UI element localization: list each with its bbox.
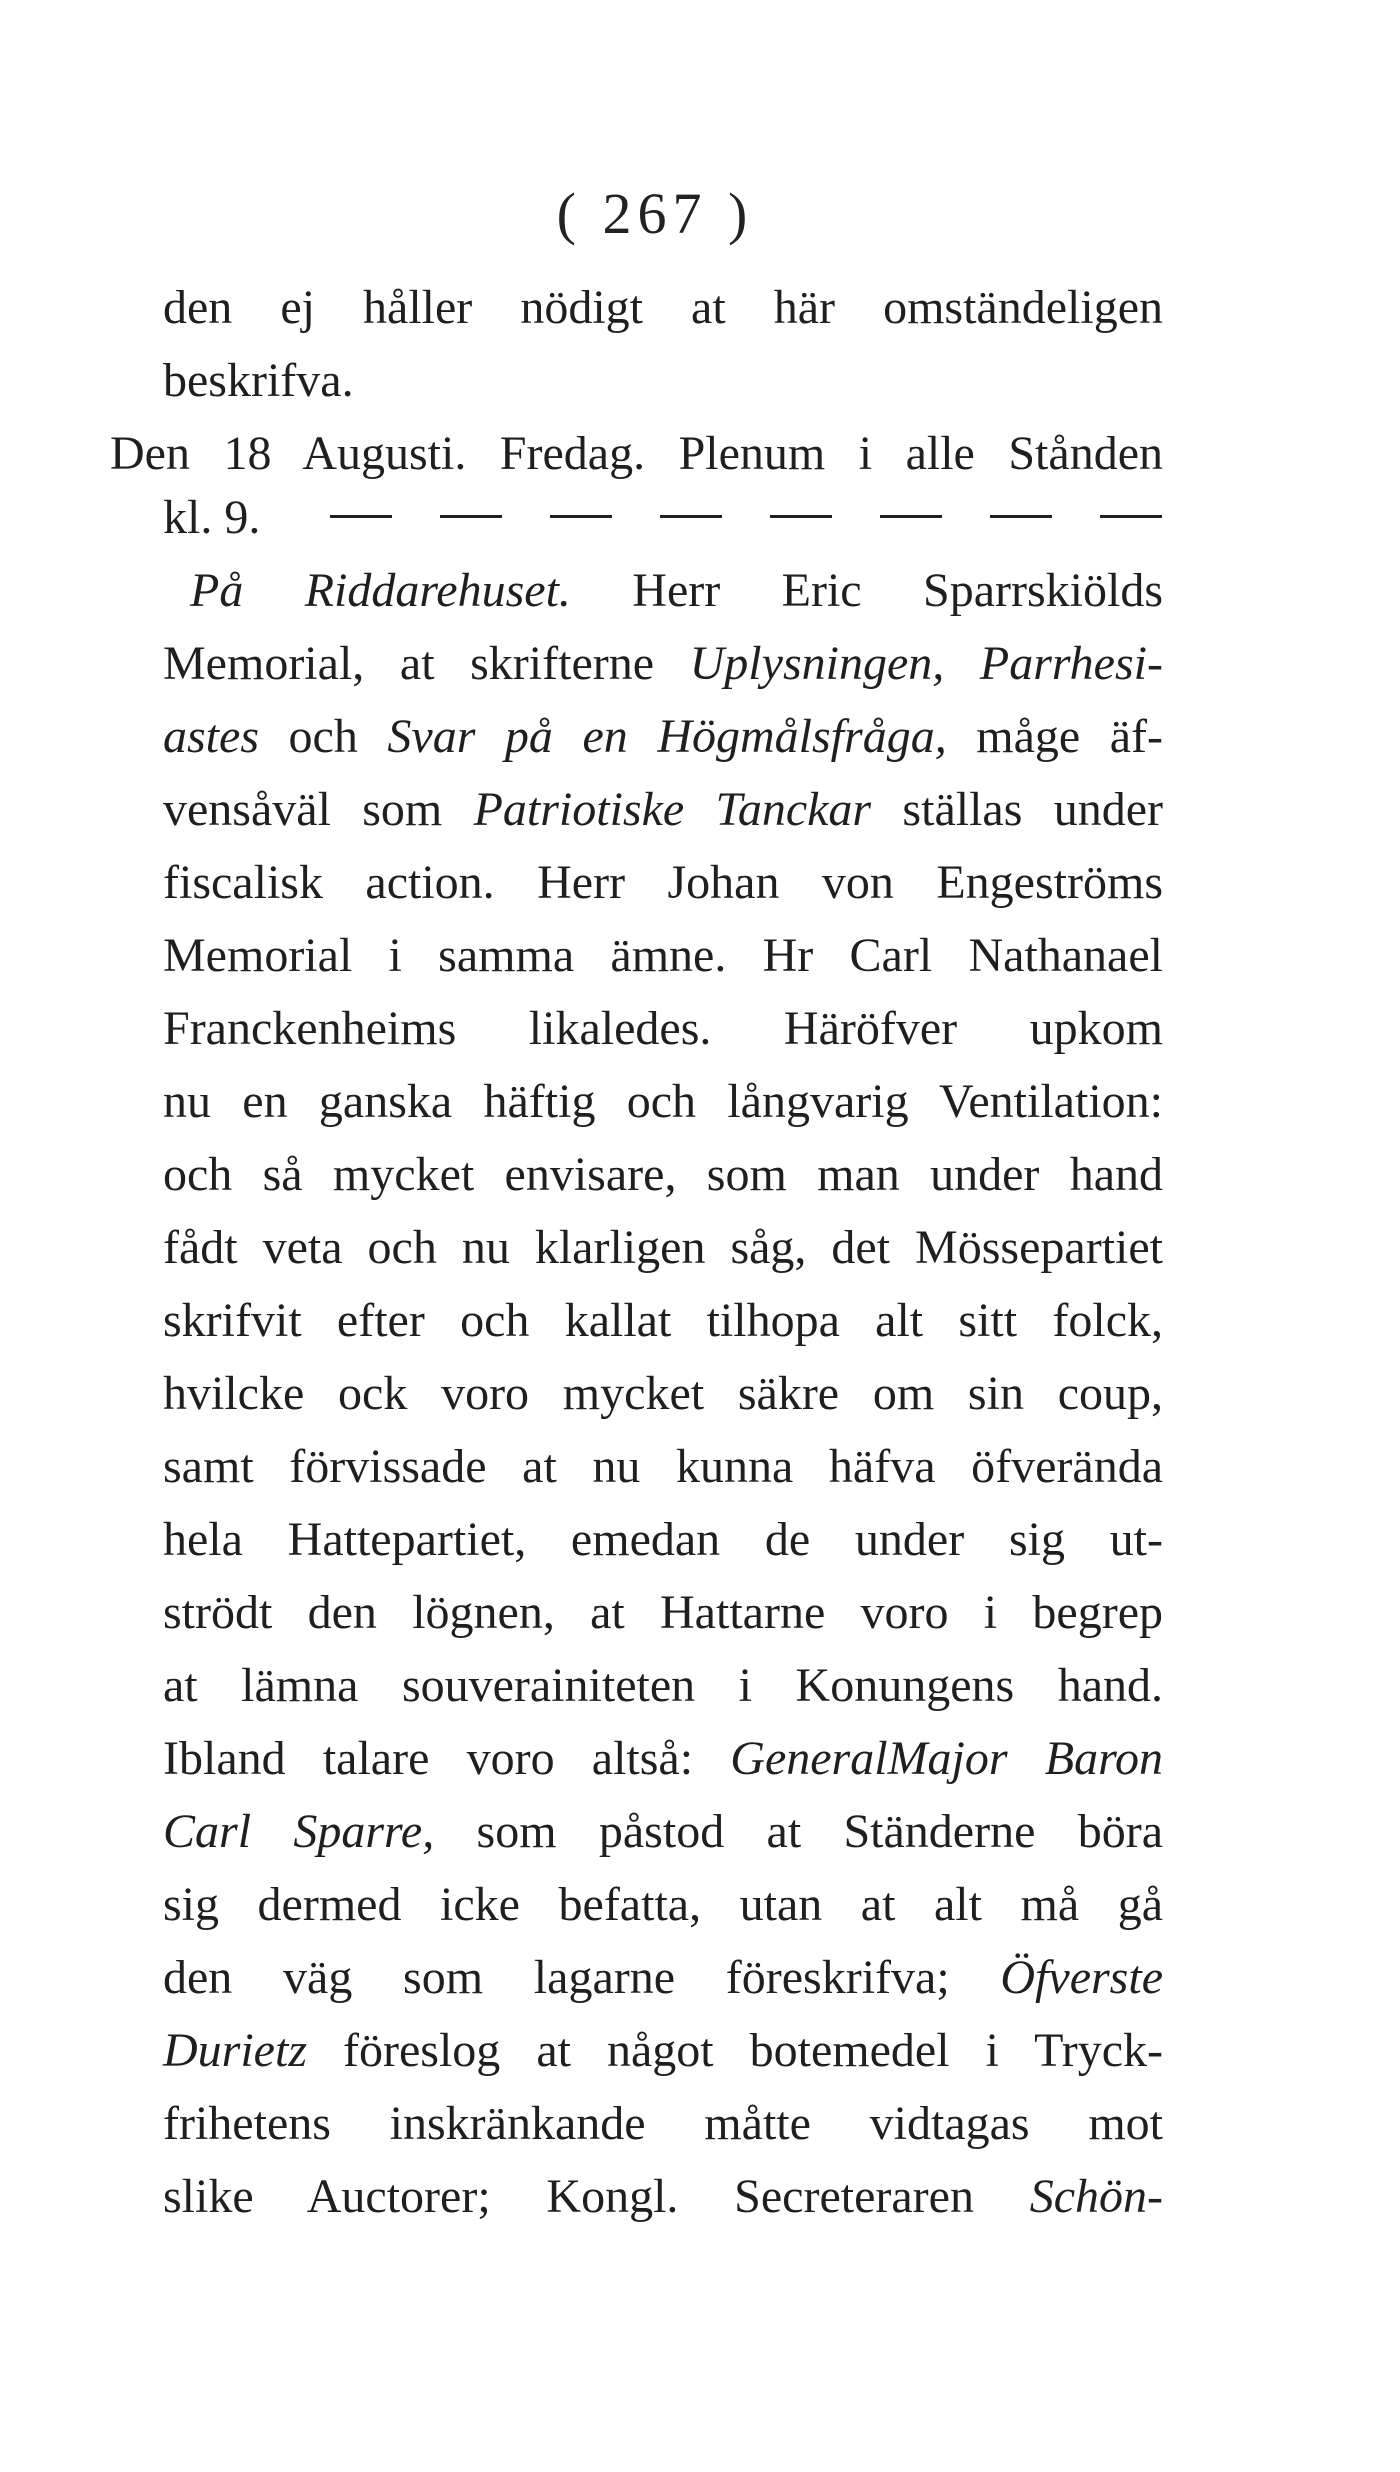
text-line: slike Auctorer; Kongl. Secreteraren Schön- <box>163 2170 1163 2223</box>
text-line: Ibland talare voro altså: GeneralMajor Baron <box>163 1732 1163 1785</box>
text-line: Franckenheims likaledes. Häröfver upkom <box>163 1002 1163 1055</box>
dash <box>990 515 1052 518</box>
dash <box>1100 515 1162 518</box>
text-line: kl. 9. <box>163 491 261 544</box>
text-line: strödt den lögnen, at Hattarne voro i begrep <box>163 1586 1163 1639</box>
text-line: Den 18 Augusti. Fredag. Plenum i alle Stånden <box>110 427 1163 480</box>
text-line: astes och Svar på en Högmålsfråga, måge äf- <box>163 710 1164 763</box>
text-line: och så mycket envisare, som man under hand <box>163 1148 1163 1201</box>
text-italic: På Riddarehuset. <box>190 564 571 617</box>
text-line: Carl Sparre, som påstod at Ständerne böra <box>163 1805 1163 1858</box>
text-line: fiscalisk action. Herr Johan von Engeströms <box>163 856 1163 909</box>
text-italic: Patriotiske Tanckar <box>473 783 872 836</box>
text-line: frihetens inskränkande måtte vidtagas mot <box>163 2097 1163 2150</box>
text-line: Memorial i samma ämne. Hr Carl Nathanael <box>163 929 1163 982</box>
text-italic: Svar på en Högmålsfråga, <box>387 710 947 763</box>
text-line: hela Hattepartiet, emedan de under sig ut- <box>163 1513 1163 1566</box>
dash-rule <box>330 505 1163 525</box>
text-italic: Carl Sparre, <box>163 1805 435 1858</box>
dash <box>880 515 942 518</box>
text-italic: GeneralMajor Baron <box>730 1732 1163 1785</box>
text-line: nu en ganska häftig och långvarig Ventilation: <box>163 1075 1163 1128</box>
text-line: hvilcke ock voro mycket säkre om sin coup, <box>163 1367 1163 1420</box>
dash <box>330 515 392 518</box>
text-italic: Öfverste <box>1000 1951 1163 2004</box>
dash <box>770 515 832 518</box>
dash <box>440 515 502 518</box>
text-line: fådt veta och nu klarligen såg, det Mössepartiet <box>163 1221 1163 1274</box>
text-line: den väg som lagarne föreskrifva; Öfverste <box>163 1951 1163 2004</box>
dash <box>660 515 722 518</box>
text-italic: astes <box>163 710 259 763</box>
text-italic: Durietz <box>163 2024 307 2077</box>
text-line: den ej håller nödigt at här omständeligen <box>163 281 1163 334</box>
dash <box>550 515 612 518</box>
text-line: beskrifva. <box>163 354 354 407</box>
page-number: ( 267 ) <box>556 181 754 246</box>
text-italic: Schön- <box>1029 2170 1163 2223</box>
text-line: skrifvit efter och kallat tilhopa alt sitt folck, <box>163 1294 1163 1347</box>
text-line: samt förvissade at nu kunna häfva öfverända <box>163 1440 1163 1493</box>
text-italic: Uplysningen, Parrhesi- <box>689 637 1163 690</box>
text-line: at lämna souverainiteten i Konungens hand. <box>163 1659 1163 1712</box>
text-line: sig dermed icke befatta, utan at alt må gå <box>163 1878 1163 1931</box>
text-line: På Riddarehuset. Herr Eric Sparrskiölds <box>190 564 1163 617</box>
text-line: Memorial, at skrifterne Uplysningen, Parrhesi- <box>163 637 1163 690</box>
text-line: vensåväl som Patriotiske Tanckar ställas under <box>163 783 1163 836</box>
text-line: Durietz föreslog at något botemedel i Tryck- <box>163 2024 1163 2077</box>
